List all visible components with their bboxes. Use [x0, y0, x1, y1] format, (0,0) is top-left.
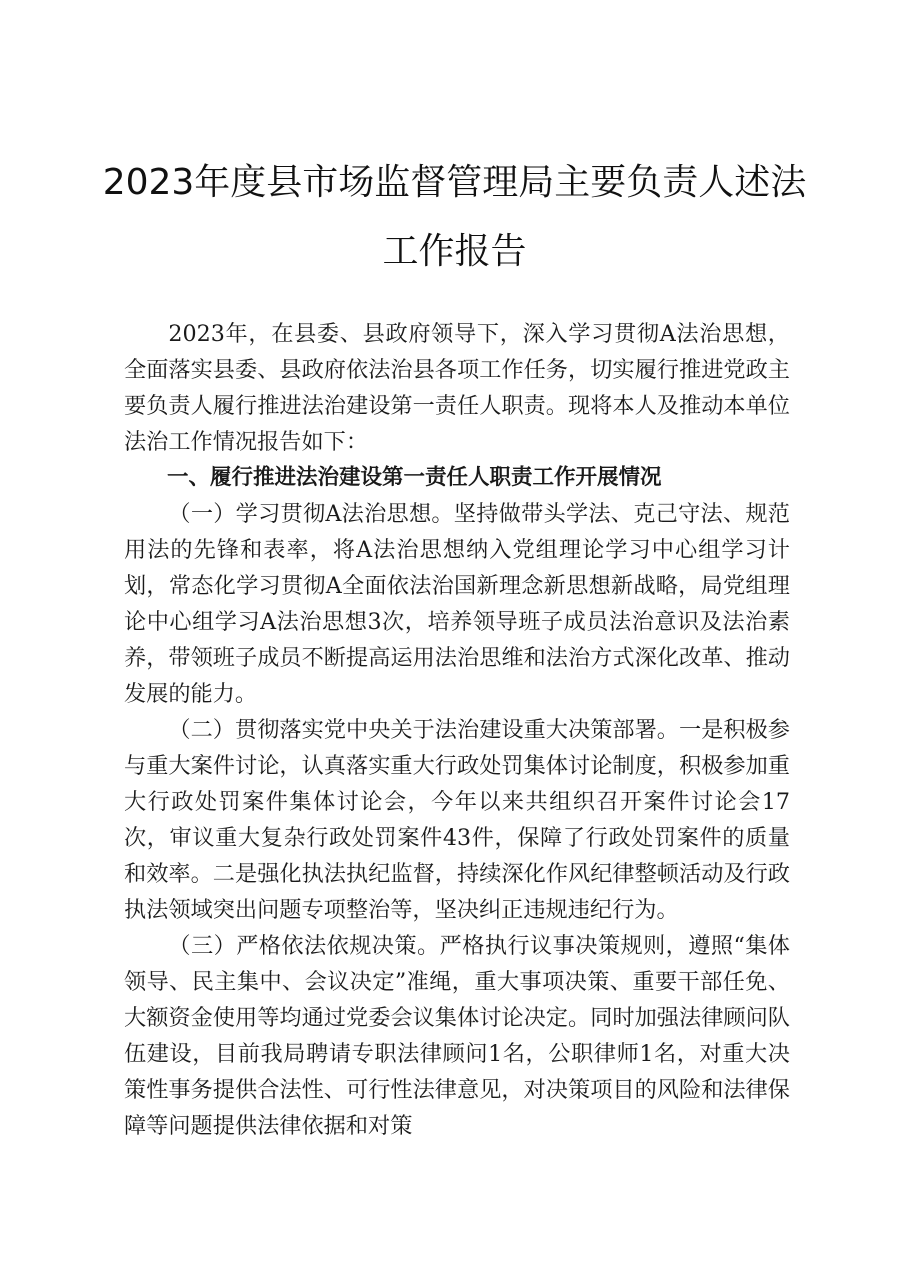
document-body [124, 316, 790, 1144]
paragraph-item-1: （一）学习贯彻A法治思想。坚持做带头学法、克己守法、规范用法的先锋和表率，将A法治思想纳入党组理论学习中心组学习计划，常态化学习贯彻A全面依法治国新理念新思想新战略，局党组理论中心组学习A法治思想3次，培养领导班子成员法治意识及法治素养，带领班子成员不断提高运用法治思维和法治方式深化改革、推动发展的能力。 [124, 501, 790, 707]
document-title-line-2: 工作报告 [382, 231, 527, 272]
paragraph-item-2: （二）贯彻落实党中央关于法治建设重大决策部署。一是积极参与重大案件讨论，认真落实重大行政处罚集体讨论制度，积极参加重大行政处罚案件集体讨论会，今年以来共组织召开案件讨论会17次，审议重大复杂行政处罚案件43件，保障了行政处罚案件的质量和效率。二是强化执法执纪监督，持续深化作风纪律整顿活动及行政执法领域突出问题专项整治等，坚决纠正违规违纪行为。 [124, 717, 790, 923]
section-heading-1: 一、履行推进法治建设第一责任人职责工作开展情况 [167, 465, 662, 490]
document-title-line-1: 2023年度县市场监督管理局主要负责人述法 [102, 162, 807, 203]
paragraph-item-3: （三）严格依法依规决策。严格执行议事决策规则，遵照“集体领导、民主集中、会议决定”准绳，重大事项决策、重要干部任免、大额资金使用等均通过党委会议集体讨论决定。同时加强法律顾问队伍建设，目前我局聘请专职法律顾问1名，公职律师1名，对重大决策性事务提供合法性、可行性法律意见，对决策项目的风险和法律保障等问题提供法律依据和对策 [124, 933, 790, 1139]
intro-paragraph: 2023年，在县委、县政府领导下，深入学习贯彻A法治思想，全面落实县委、县政府依法治县各项工作任务，切实履行推进党政主要负责人履行推进法治建设第一责任人职责。现将本人及推动本单位法治工作情况报告如下： [124, 321, 790, 455]
